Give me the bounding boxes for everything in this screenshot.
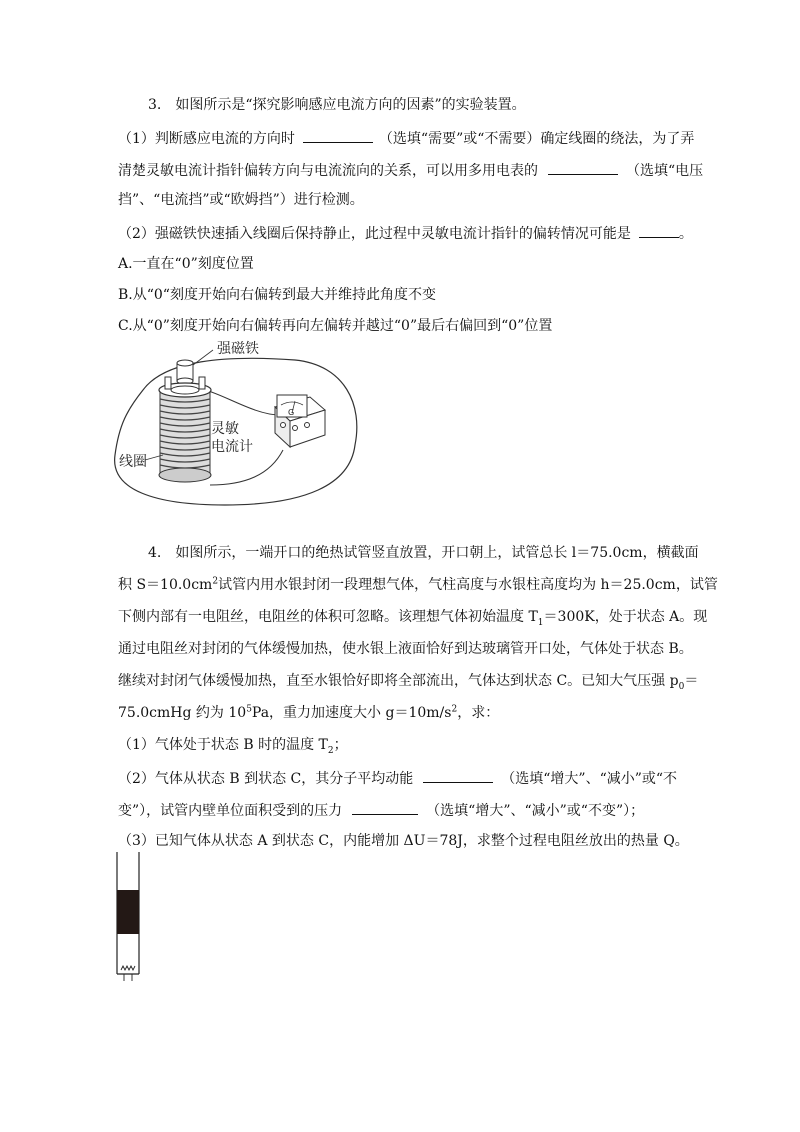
q4-blank-2[interactable] xyxy=(352,799,418,815)
magnet-icon xyxy=(177,360,193,384)
q4-line1: 4. 如图所示，一端开口的绝热试管竖直放置，开口朝上，试管总长 l＝75.0cm，横截面 xyxy=(148,545,699,561)
q4-sub1: （1）气体处于状态 B 时的温度 $T_2$； xyxy=(118,737,348,756)
resistance-wire-icon xyxy=(121,966,135,970)
q4-sub2-line2: 变”），试管内壁单位面积受到的压力 （选填“增大”、“减小”或“不变”）； xyxy=(0,799,800,821)
q4-sub2-line1: （2）气体从状态 B 到状态 C，其分子平均动能 （选填“增大”、“减小”或“不 xyxy=(0,767,800,789)
q3-blank-1[interactable] xyxy=(303,127,373,143)
q3-option-b: B.从“0“刻度开始向右偏转到最大并维持此角度不变 xyxy=(118,287,436,303)
connection-wire xyxy=(210,450,283,485)
q4-line6: 75.0cmHg 约为 $10^5Pa$，重力加速度大小 $g=10m/s^2$，求： xyxy=(118,704,500,721)
q4-line2: 积 $S=10.0cm^2$试管内用水银封闭一段理想气体，气柱高度与水银柱高度均为 h＝25.0cm，试管 xyxy=(118,576,718,593)
q3-part1-line1: （1）判断感应电流的方向时 （选填“需要”或“不需要）确定线圈的绕法，为了弄 xyxy=(0,127,800,149)
q4-line5: 继续对封闭气体缓慢加热，直至水银恰好即将全部流出，气体达到状态 C。已知大气压强 $p_0=$ xyxy=(118,673,699,692)
meter-glyph: G xyxy=(288,408,295,417)
q3-part2: （2）强磁铁快速插入线圈后保持静止，此过程中灵敏电流计指针的偏转情况可能是 。 xyxy=(0,222,800,244)
coil-icon xyxy=(159,377,211,482)
q3-option-c: C.从“0”刻度开始向右偏转再向左偏转并越过“0”最后右偏回到“0”位置 xyxy=(118,318,553,334)
q3-part1-line2: 清楚灵敏电流计指针偏转方向与电流流向的关系，可以用多用电表的 （选填“电压 xyxy=(0,159,800,181)
coil-label: 线圈 xyxy=(119,454,147,470)
galvanometer-icon xyxy=(275,395,325,447)
mercury-column xyxy=(117,890,139,934)
q4-line3: 下侧内部有一电阻丝，电阻丝的体积可忽略。该理想气体初始温度 $T_1=300K$，处于状态 A。现 xyxy=(118,609,708,628)
q3-title: 3. 如图所示是“探究影响感应电流方向的因素”的实验装置。 xyxy=(148,97,526,113)
q3-blank-2[interactable] xyxy=(548,159,618,175)
galvanometer-label-1: 灵敏 xyxy=(211,421,239,437)
q4-sub3: （3）已知气体从状态 A 到状态 C，内能增加 ΔU＝78J，求整个过程电阻丝放出的热量 Q。 xyxy=(118,833,689,849)
connection-wire xyxy=(205,390,280,415)
test-tube-figure xyxy=(112,852,146,982)
q4-line4: 通过电阻丝对封闭的气体缓慢加热，使水银上液面恰好到达玻璃管开口处，气体处于状态 B。 xyxy=(118,641,693,657)
q3-blank-3[interactable] xyxy=(639,222,679,238)
q3-part1-line3: 挡”、“电流挡”或“欧姆挡”）进行检测。 xyxy=(118,192,364,208)
induction-experiment-figure xyxy=(105,335,365,510)
q3-option-a: A.一直在“0”刻度位置 xyxy=(118,256,254,272)
q4-blank-1[interactable] xyxy=(423,767,493,783)
galvanometer-label-2: 电流计 xyxy=(211,439,253,455)
magnet-label: 强磁铁 xyxy=(217,341,259,357)
